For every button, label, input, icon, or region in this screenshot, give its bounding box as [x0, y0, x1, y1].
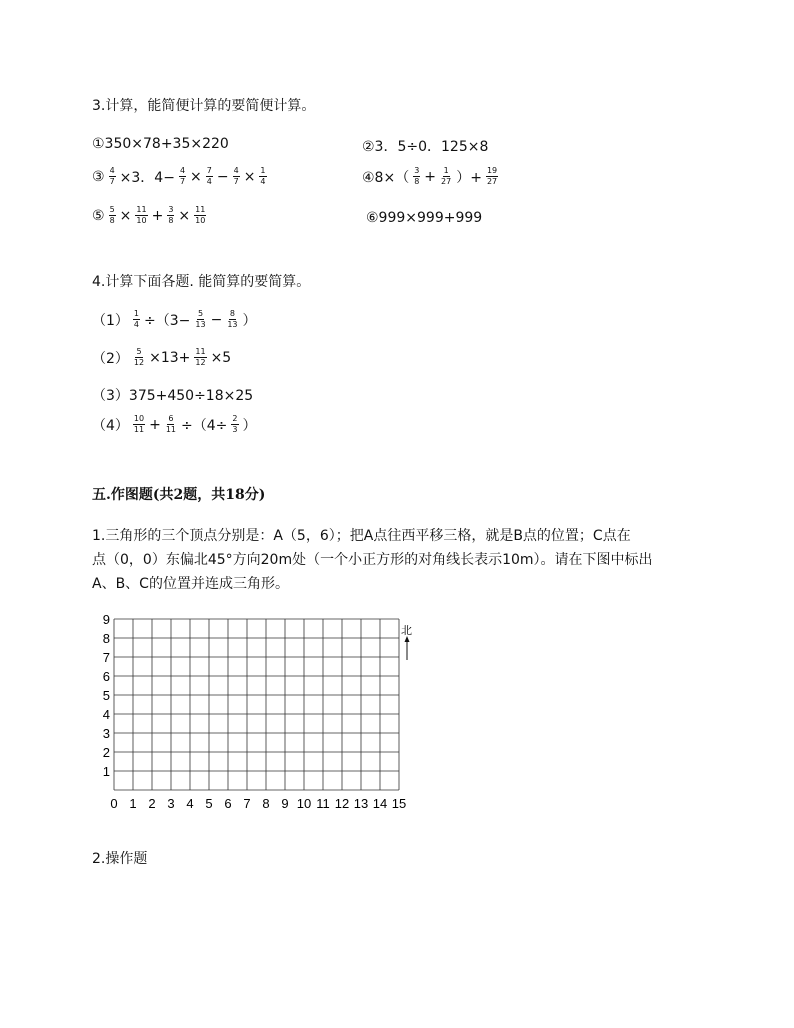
fraction: $\frac{5}{13}$: [195, 309, 206, 329]
x-tick-label: 9: [281, 796, 289, 811]
q4-item-3: （3）375+450÷18×25: [92, 388, 254, 404]
fraction: $\frac{1}{4}$: [260, 166, 266, 186]
north-arrow: [401, 624, 412, 660]
x-tick-label: 6: [224, 796, 232, 811]
x-tick-label: 12: [334, 796, 350, 811]
x-tick-label: 8: [262, 796, 270, 811]
y-tick-label: 8: [102, 631, 110, 646]
q3-problem-4: ④8×（ $\frac{3}{8}$ + $\frac{1}{27}$ ）+ $\frac{19}{27}$: [362, 166, 498, 186]
y-tick-label: 6: [102, 669, 110, 684]
x-tick-label: 5: [205, 796, 213, 811]
problem-text-line-2: 点（0，0）东偏北45°方向20m处（一个小正方形的对角线长表示10m）。请在下图中标出: [92, 552, 653, 568]
fraction: $\frac{4}{7}$: [233, 166, 239, 186]
x-tick-label: 7: [243, 796, 251, 811]
y-tick-label: 9: [102, 612, 110, 627]
x-tick-label: 10: [296, 796, 312, 811]
y-tick-label: 2: [102, 745, 110, 760]
q4-title: 4.计算下面各题. 能简算的要简算。: [92, 274, 311, 290]
fraction: $\frac{4}{7}$: [179, 166, 186, 186]
fraction: $\frac{11}{12}$: [195, 347, 206, 367]
y-tick-label: 7: [102, 650, 110, 665]
x-tick-label: 0: [110, 796, 118, 811]
x-tick-label: 15: [391, 796, 407, 811]
fraction: $\frac{1}{4}$: [133, 309, 140, 329]
y-tick-label: 3: [102, 726, 110, 741]
fraction: $\frac{8}{13}$: [227, 309, 238, 329]
grid-lines: [114, 619, 399, 790]
north-label: 北: [401, 625, 412, 637]
q3-title: 3.计算，能简便计算的要简便计算。: [92, 98, 316, 114]
fraction: $\frac{11}{10}$: [195, 205, 206, 225]
section-heading: 五.作图题(共2题，共18分): [92, 487, 266, 503]
fraction: $\frac{5}{8}$: [109, 205, 115, 225]
x-tick-label: 4: [186, 796, 194, 811]
q3-problem-3: ③ $\frac{4}{7}$ ×3．4− $\frac{4}{7}$ × $\frac{7}{4}$ − $\frac{4}{7}$ × $\frac{1}{4}$: [92, 166, 266, 186]
q3-problem-2: ②3．5÷0．125×8: [362, 139, 489, 155]
q3-problem-5: ⑤ $\frac{5}{8}$ × $\frac{11}{10}$ + $\frac{3}{8}$ × $\frac{11}{10}$: [92, 205, 206, 225]
fraction: $\frac{7}{4}$: [206, 166, 212, 186]
x-tick-label: 13: [353, 796, 369, 811]
q2-title: 2.操作题: [92, 851, 148, 867]
q3-problem-6: ⑥999×999+999: [366, 210, 483, 226]
y-tick-label: 5: [102, 688, 110, 703]
fraction: $\frac{11}{10}$: [136, 205, 147, 225]
fraction: $\frac{19}{27}$: [486, 166, 498, 186]
fraction: $\frac{6}{11}$: [165, 414, 177, 434]
x-tick-label: 14: [372, 796, 388, 811]
y-axis-labels: [103, 612, 110, 779]
q4-item-2: （2） $\frac{5}{12}$ ×13+ $\frac{11}{12}$ ×5: [92, 347, 232, 367]
x-tick-label: 11: [316, 796, 330, 811]
problem-text-line-3: A、B、C的位置并连成三角形。: [92, 576, 289, 592]
fraction: $\frac{10}{11}$: [133, 414, 145, 434]
q4-item-1: （1） $\frac{1}{4}$ ÷（3− $\frac{5}{13}$ − $\frac{8}{13}$ ）: [92, 309, 257, 329]
q3-problem-1: ①350×78+35×220: [92, 136, 229, 152]
y-tick-label: 1: [102, 764, 110, 779]
x-tick-label: 2: [148, 796, 156, 811]
fraction: $\frac{1}{27}$: [441, 166, 452, 186]
fraction: $\frac{5}{12}$: [133, 347, 145, 367]
x-tick-label: 3: [167, 796, 175, 811]
fraction: $\frac{3}{8}$: [168, 205, 174, 225]
q4-item-4: （4） $\frac{10}{11}$ + $\frac{6}{11}$ ÷（4÷ $\frac{2}{3}$ ）: [92, 414, 257, 434]
x-axis-labels: [110, 796, 406, 811]
problem-text-line-1: 1.三角形的三个顶点分别是：A（5，6）；把A点往西平移三格，就是B点的位置；C点在: [92, 528, 631, 544]
fraction: $\frac{4}{7}$: [109, 166, 115, 186]
y-tick-label: 4: [102, 707, 110, 722]
fraction: $\frac{3}{8}$: [414, 166, 420, 186]
x-tick-label: 1: [129, 796, 137, 811]
fraction: $\frac{2}{3}$: [232, 414, 238, 434]
